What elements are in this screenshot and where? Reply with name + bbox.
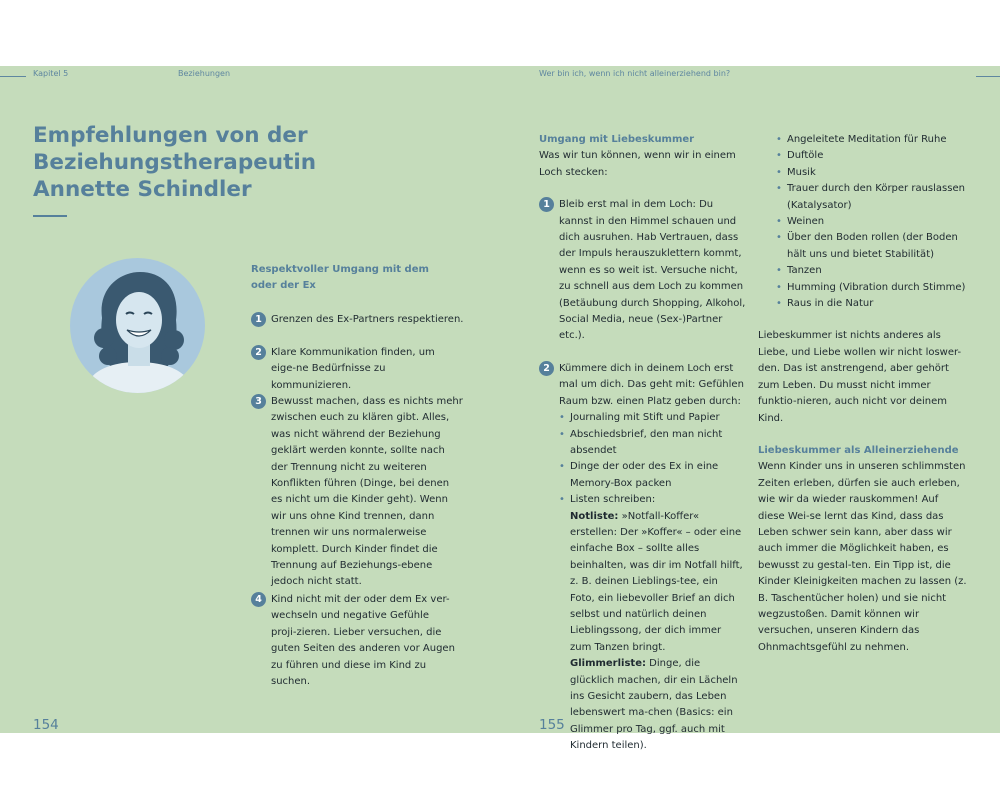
left-subheading: Respektvoller Umgang mit dem oder der Ex [251, 264, 429, 292]
list-item-text: Klare Kommunikation finden, um eige-ne Bedürfnisse zu kommunizieren. [271, 347, 435, 391]
page-title: Empfehlungen von der Beziehungstherapeutin Annette Schindler [33, 123, 317, 202]
number-badge: 3 [251, 394, 266, 409]
paragraph-liebe: Liebeskummer ist nichts anderes als Liebe, und Liebe wollen wir nicht loswer-den. Das ist anstrengend, aber gehört zum Leben. Du musst nicht immer funktio-nieren, auch nicht vor deinem Kind. [758, 330, 962, 424]
page-number-left: 154 [33, 717, 59, 733]
left-list-item [251, 312, 466, 328]
header-rule-right [976, 76, 1000, 77]
left-list-item [251, 394, 466, 591]
bullet-item: • Duftöle [776, 150, 824, 162]
heading-liebeskummer: Umgang mit Liebeskummer [539, 134, 695, 145]
bullet-item: • Musik [776, 166, 816, 178]
bullet-item: • Weinen [776, 216, 825, 228]
bullet-list [758, 132, 970, 312]
list-item-text: Grenzen des Ex-Partners respektieren. [271, 314, 464, 325]
portrait-photo [70, 258, 205, 393]
intro-text: Was wir tun können, wenn wir in einem Loch stecken: [539, 150, 736, 178]
right-list-item [539, 197, 754, 345]
portrait-illustration [70, 258, 205, 393]
bullet-item: • Listen schreiben: [559, 494, 656, 506]
bullet-item: • Tanzen [776, 265, 822, 277]
left-list-item [251, 345, 466, 394]
bullet-item: • Über den Boden rollen (der Boden hält uns und bietet Stabilität) [776, 232, 958, 260]
number-badge: 2 [539, 361, 554, 376]
left-list-item [251, 592, 466, 690]
section-label: Beziehungen [178, 69, 231, 78]
list-item-text: Bewusst machen, dass es nichts mehr zwischen euch zu klären gibt. Alles, was nicht während der Beziehung geklärt werden konnte, sollte nach der Trennung nicht zu weiteren Konflikten führen (Dinge, bei denen es nicht um die Kinder geht). Wenn wir uns ohne Kind trennen, dann trennen wir uns normalerweise komplett. Durch Kinder findet die Trennung auf Beziehungs-ebene jedoch nicht statt. [271, 396, 463, 588]
heading-alleinerziehende: Liebeskummer als Alleinerziehende [758, 444, 959, 456]
bullet-item: • Dinge der oder des Ex in eine Memory-Box packen [559, 461, 719, 489]
number-badge: 1 [539, 197, 554, 212]
glimmerliste-text: Glimmerliste: Dinge, die glücklich machen, dir ein Lächeln ins Gesicht zaubern, das Leben lebenswert ma-chen (Basics: ein Glimmer pro Tag, ggf. auch mit Kindern teilen). [570, 658, 738, 752]
bullet-item: • Raus in die Natur [776, 298, 874, 310]
list-item-text: Kind nicht mit der oder dem Ex ver-wechseln und negative Gefühle proji-zieren. Lieber versuchen, die guten Seiten des anderen vor Augen zu führen und diese im Kind zu suchen. [271, 594, 455, 688]
list-item-text: Kümmere dich in deinem Loch erst mal um dich. Das geht mit: Gefühlen Raum bzw. einen Platz geben durch: [559, 362, 744, 407]
paragraph-kinder: Wenn Kinder uns in unseren schlimmsten Zeiten erleben, dürfen sie auch erleben, wie wir da wieder rauskommen! Auf diese Wei-se lernt das Kind, dass das Leben schwer sein kann, aber dass wir auch immer die Möglichkeit haben, es bewusst zu gestal-ten. Ein Tipp ist, die Kinder Kleinigkeiten machen zu lassen (z. B. Taschentücher holen) und sie nicht wegzustoßen. Damit können wir versuchen, unseren Kindern das Ohnmachtsgefühl zu nehmen. [758, 461, 967, 653]
number-badge: 1 [251, 312, 266, 327]
chapter-label: Kapitel 5 [33, 69, 69, 78]
right-column-1 [539, 132, 754, 755]
bullet-item: • Journaling mit Stift und Papier [559, 412, 720, 424]
bullet-item: • Abschiedsbrief, den man nicht absendet [559, 428, 723, 456]
right-column-2 [758, 132, 970, 656]
list-item-text: Bleib erst mal in dem Loch: Du kannst in den Himmel schauen und dich ausruhen. Hab Vertrauen, dass der Impuls herauszuklettern kommt, wenn es so weit ist. Versuche nicht, zu schnell aus dem Loch zu kommen (Betäubung durch Shopping, Alkohol, Social Media, neue (Sex-)Partner etc.). [559, 199, 746, 342]
right-list-item [539, 361, 754, 755]
header-rule-left [0, 76, 26, 77]
notliste-text: Notliste: »Notfall-Koffer« erstellen: Der »Koffer« – oder eine einfache Box – sollte alles beinhalten, was dir im Notfall hilft, z. B. deinen Lieblings-tee, ein Foto, ein liebevoller Brief an dich selbst und natürlich deinen Lieblingssong, der dich immer zum Tanzen bringt. [570, 510, 743, 653]
title-rule [33, 215, 67, 217]
bullet-item: • Trauer durch den Körper rauslassen (Katalysator) [776, 183, 965, 211]
number-badge: 4 [251, 592, 266, 607]
running-title: Wer bin ich, wenn ich nicht alleinerziehend bin? [539, 69, 731, 78]
bullet-item: • Angeleitete Meditation für Ruhe [776, 134, 947, 145]
number-badge: 2 [251, 345, 266, 360]
bullet-item: • Humming (Vibration durch Stimme) [776, 281, 966, 293]
page-number-right: 155 [539, 717, 565, 733]
book-spread [0, 66, 1000, 752]
